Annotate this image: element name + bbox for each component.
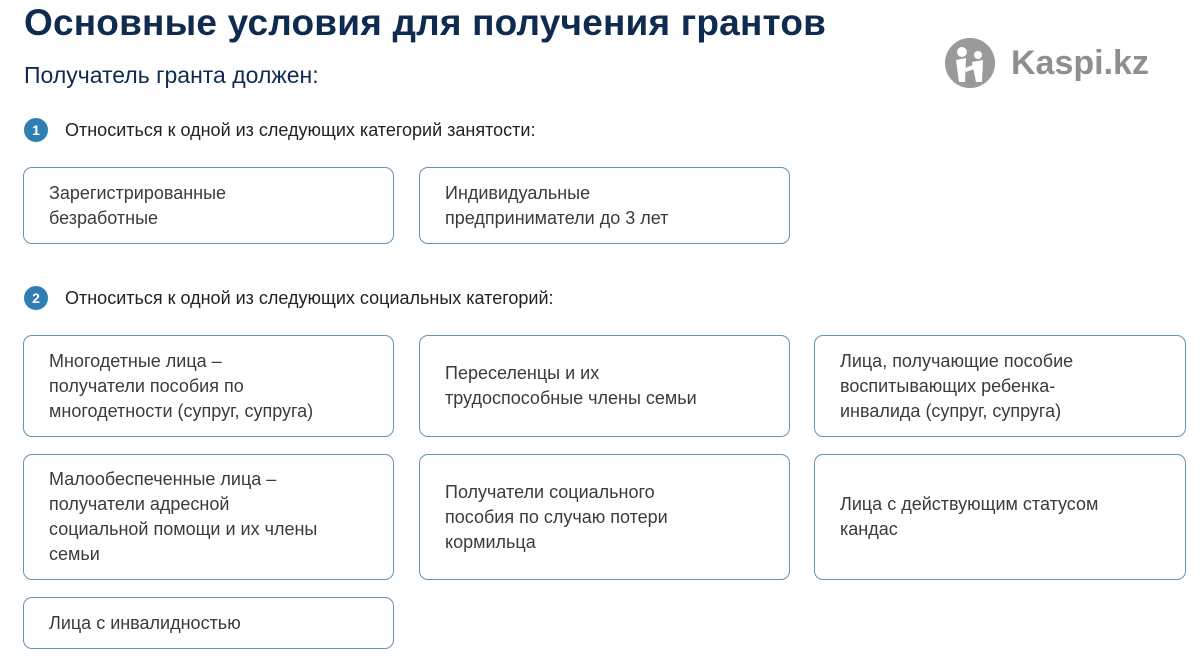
category-text: Малообеспеченные лица – получатели адресной социальной помощи и их члены семьи	[49, 469, 318, 564]
category-text: Зарегистрированные безработные	[49, 182, 227, 228]
category-text: Лица с действующим статусом кандас	[840, 494, 1099, 539]
category-card	[23, 454, 394, 580]
section-employment	[24, 118, 535, 142]
section-number-badge: 1	[24, 118, 48, 142]
kaspi-logo-icon	[945, 38, 995, 88]
category-card	[419, 167, 790, 244]
category-text: Лица с инвалидностью	[49, 612, 241, 633]
category-text: Многодетные лица – получатели пособия по многодетности (супруг, супруга)	[49, 350, 314, 421]
category-card	[814, 454, 1186, 580]
category-text: Индивидуальные предприниматели до 3 лет	[445, 182, 669, 228]
category-text: Переселенцы и их трудоспособные члены семьи	[445, 363, 697, 408]
section-social	[24, 286, 554, 310]
section-label: Относиться к одной из следующих категорий занятости:	[65, 119, 536, 140]
page-title: Основные условия для получения грантов	[24, 2, 827, 43]
category-card	[419, 335, 790, 437]
category-card	[419, 454, 790, 580]
kaspi-logo	[945, 38, 1149, 88]
category-card	[23, 335, 394, 437]
section-number-badge: 2	[24, 286, 48, 310]
category-card	[814, 335, 1186, 437]
section-label: Относиться к одной из следующих социальных категорий:	[65, 287, 554, 308]
category-text: Получатели социального пособия по случаю потери кормильца	[445, 481, 668, 552]
logo-text: Kaspi.kz	[1011, 43, 1149, 82]
category-text: Лица, получающие пособие воспитывающих ребенка- инвалида (супруг, супруга)	[840, 350, 1074, 421]
category-card	[23, 167, 394, 244]
page-subtitle: Получатель гранта должен:	[24, 62, 319, 88]
category-card	[23, 597, 394, 649]
